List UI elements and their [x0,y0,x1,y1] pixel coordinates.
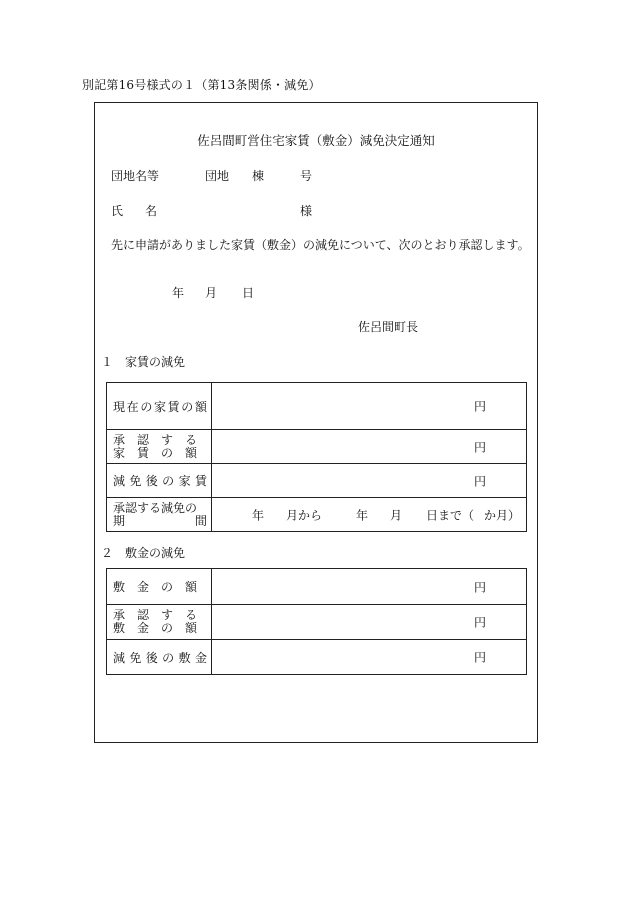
period-label [107,498,212,532]
deposit-section-heading: ２ 敷金の減免 [101,546,186,560]
name-label-2: 名 [145,204,158,218]
label-char: 在 [126,399,139,414]
honorific: 様 [300,204,313,218]
reduced-deposit-value[interactable] [212,640,527,675]
yen-unit: 円 [473,650,486,665]
label-line-1: 承 認 す る [113,608,198,622]
period-char-2: 間 [194,513,207,528]
name-label-1: 氏 [111,204,124,218]
table-row [107,430,527,464]
label-char: 免 [129,650,142,665]
reduced-rent-label [107,464,212,498]
label-char: 賃 [167,399,180,414]
label-text [113,472,207,489]
current-rent-value[interactable] [212,383,527,430]
notice-body: 先に申請がありました家賃（敷金）の減免について、次のとおり承認します。 [111,238,530,252]
label-text [113,649,207,666]
period-char-1: 期 [113,513,126,528]
yen-unit: 円 [473,440,486,454]
period-from: 月から [286,508,323,522]
label-char: 免 [129,474,142,488]
period-value[interactable] [212,498,527,532]
label-line-2 [113,515,207,528]
yen-unit: 円 [473,399,486,414]
label-char: の [162,474,175,488]
period-year-1: 年 [252,508,265,522]
label-char: 賃 [194,474,207,488]
approved-deposit-value[interactable] [212,605,527,640]
yen-unit: 円 [473,474,486,488]
notice-title: 佐呂間町営住宅家賃（敷金）減免決定通知 [197,133,435,148]
label-char: 家 [153,399,166,414]
estate-unit: 団地 [205,169,230,183]
current-rent-label [107,383,212,430]
rent-section-heading: １ 家賃の減免 [101,355,186,369]
approved-rent-label [107,430,212,464]
label-char: 家 [178,474,191,488]
deposit-table [106,568,527,675]
label-char: 金 [194,650,207,665]
table-row [107,498,527,532]
building-unit: 棟 [252,169,265,183]
period-months: か月） [484,508,521,522]
label-char: 減 [113,650,126,665]
period-year-2: 年 [356,508,369,522]
reduced-rent-value[interactable] [212,464,527,498]
label-char: 後 [145,474,158,488]
label-char: の [140,399,153,414]
form-number: 別記第16号様式の１（第13条関係・減免） [82,78,321,92]
room-unit: 号 [300,169,313,183]
label-char: 額 [194,399,207,414]
period-until: 日まで（ [426,508,475,522]
label-char: 後 [145,650,158,665]
deposit-value[interactable] [212,569,527,605]
notice-frame [94,102,538,743]
table-row [107,383,527,430]
label-line-1: 承認する減免の [113,500,198,515]
label-line-1: 承 認 す る [113,432,198,447]
label-line-2: 敷 金 の 額 [113,621,198,635]
date-year: 年 [172,286,185,300]
label-text: 敷 金 の 額 [113,580,198,594]
label-text [113,398,207,415]
estate-label: 団地名等 [111,169,160,183]
label-char: の [162,650,175,665]
approved-deposit-label [107,605,212,640]
label-char: 現 [113,399,126,414]
reduced-deposit-label [107,640,212,675]
label-char: 敷 [178,650,191,665]
label-char: 減 [113,474,126,488]
deposit-label [107,569,212,605]
table-row [107,640,527,675]
table-row [107,464,527,498]
label-char: の [181,399,194,414]
table-row [107,569,527,605]
table-row [107,605,527,640]
yen-unit: 円 [473,580,486,594]
rent-table [106,382,527,532]
date-day: 日 [242,286,255,300]
issuer: 佐呂間町長 [358,320,419,334]
approved-rent-value[interactable] [212,430,527,464]
period-month-2: 月 [390,508,403,522]
date-month: 月 [205,286,218,300]
label-line-2: 家 賃 の 額 [113,445,198,460]
yen-unit: 円 [473,615,486,630]
